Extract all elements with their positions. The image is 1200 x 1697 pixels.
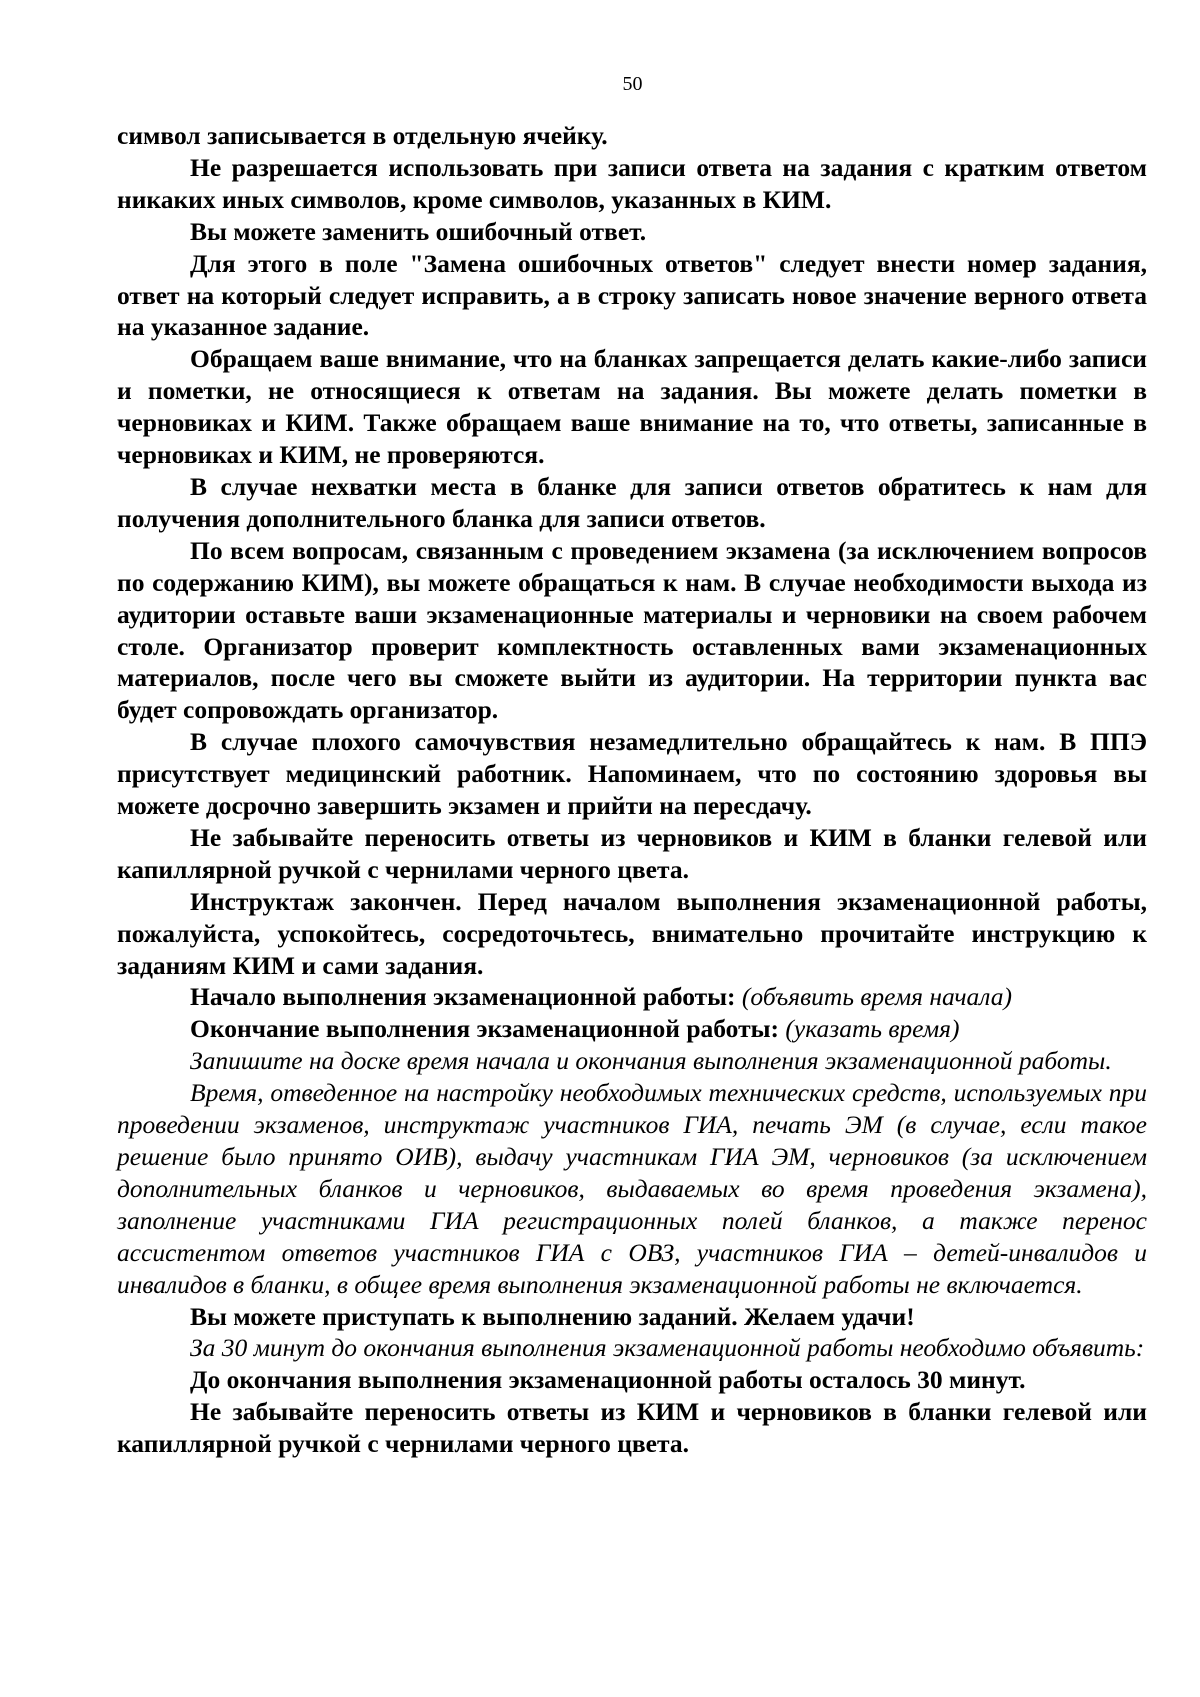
- page-number: 50: [622, 73, 643, 95]
- paragraph-end-time: [117, 1013, 1147, 1045]
- paragraph-briefing-over: Инструктаж закончен. Перед началом выполнения экзаменационной работы, пожалуйста, успокойтесь, сосредоточьтесь, внимательно прочитайте инструкцию к заданиям КИМ и сами задания.: [117, 886, 1147, 980]
- paragraph-board-instruction: Запишите на доске время начала и окончания выполнения экзаменационной работы.: [190, 1046, 1112, 1076]
- end-time-note: (указать время): [785, 1014, 960, 1044]
- paragraph-final-reminder: Не забывайте переносить ответы из КИМ и черновиков в бланки гелевой или капиллярной ручкой с чернилами черного цвета.: [117, 1397, 1147, 1459]
- paragraph-replace-answer: Вы можете заменить ошибочный ответ.: [190, 216, 647, 246]
- paragraph-continuation: символ записывается в отдельную ячейку.: [117, 121, 608, 150]
- start-time-label: Начало выполнения экзаменационной работы:: [190, 982, 736, 1012]
- paragraph-30-min-left: До окончания выполнения экзаменационной работы осталось 30 минут.: [190, 1365, 1026, 1395]
- start-time-note: (объявить время начала): [741, 982, 1012, 1012]
- paragraph-transfer-answers: Не забывайте переносить ответы из черновиков и КИМ в бланки гелевой или капиллярной ручкой с чернилами черного цвета.: [117, 822, 1147, 884]
- paragraph-replace-instructions: Для этого в поле "Замена ошибочных ответов" следует внести номер задания, ответ на который следует исправить, а в строку записать новое значение верного ответа на указанное задание.: [117, 248, 1147, 342]
- paragraph-health: В случае плохого самочувствия незамедлительно обращайтесь к нам. В ППЭ присутствует медицинский работник. Напоминаем, что по состоянию здоровья вы можете досрочно завершить экзамен и прийти на пересдачу.: [117, 727, 1147, 821]
- paragraph-start-time: [117, 981, 1147, 1013]
- end-time-label: Окончание выполнения экзаменационной работы:: [190, 1014, 780, 1044]
- paragraph-30-min-instruction: За 30 минут до окончания выполнения экзаменационной работы необходимо объявить:: [190, 1333, 1145, 1363]
- paragraph-time-note: Время, отведенное на настройку необходимых технических средств, используемых при проведении экзаменов, инструктаж участников ГИА, печать ЭМ (в случае, если такое решение было принято ОИВ), выдачу участникам ГИА ЭМ, черновиков (за исключением дополнительных бланков и черновиков, выдаваемых во время проведения экзамена), заполнение участниками ГИА регистрационных полей бланков, а также перенос ассистентом ответов участников ГИА с ОВЗ, участников ГИА – детей-инвалидов и инвалидов в бланки, в общее время выполнения экзаменационной работы не включается.: [117, 1078, 1147, 1299]
- document-body: [117, 120, 1147, 1460]
- paragraph-questions: По всем вопросам, связанным с проведением экзамена (за исключением вопросов по содержанию КИМ), вы можете обращаться к нам. В случае необходимости выхода из аудитории оставьте ваши экзаменационные материалы и черновики на своем рабочем столе. Организатор проверит комплектность оставленных вами экзаменационных материалов, после чего вы сможете выйти из аудитории. На территории пункта вас будет сопровождать организатор.: [117, 535, 1147, 725]
- paragraph-short-answer-rule: Не разрешается использовать при записи ответа на задания с кратким ответом никаких иных символов, кроме символов, указанных в КИМ.: [117, 152, 1147, 214]
- paragraph-start-work: Вы можете приступать к выполнению заданий. Желаем удачи!: [190, 1301, 915, 1331]
- paragraph-extra-form: В случае нехватки места в бланке для записи ответов обратитесь к нам для получения дополнительного бланка для записи ответов.: [117, 471, 1147, 533]
- paragraph-notes-warning: Обращаем ваше внимание, что на бланках запрещается делать какие-либо записи и пометки, не относящиеся к ответам на задания. Вы можете делать пометки в черновиках и КИМ. Также обращаем ваше внимание на то, что ответы, записанные в черновиках и КИМ, не проверяются.: [117, 344, 1147, 470]
